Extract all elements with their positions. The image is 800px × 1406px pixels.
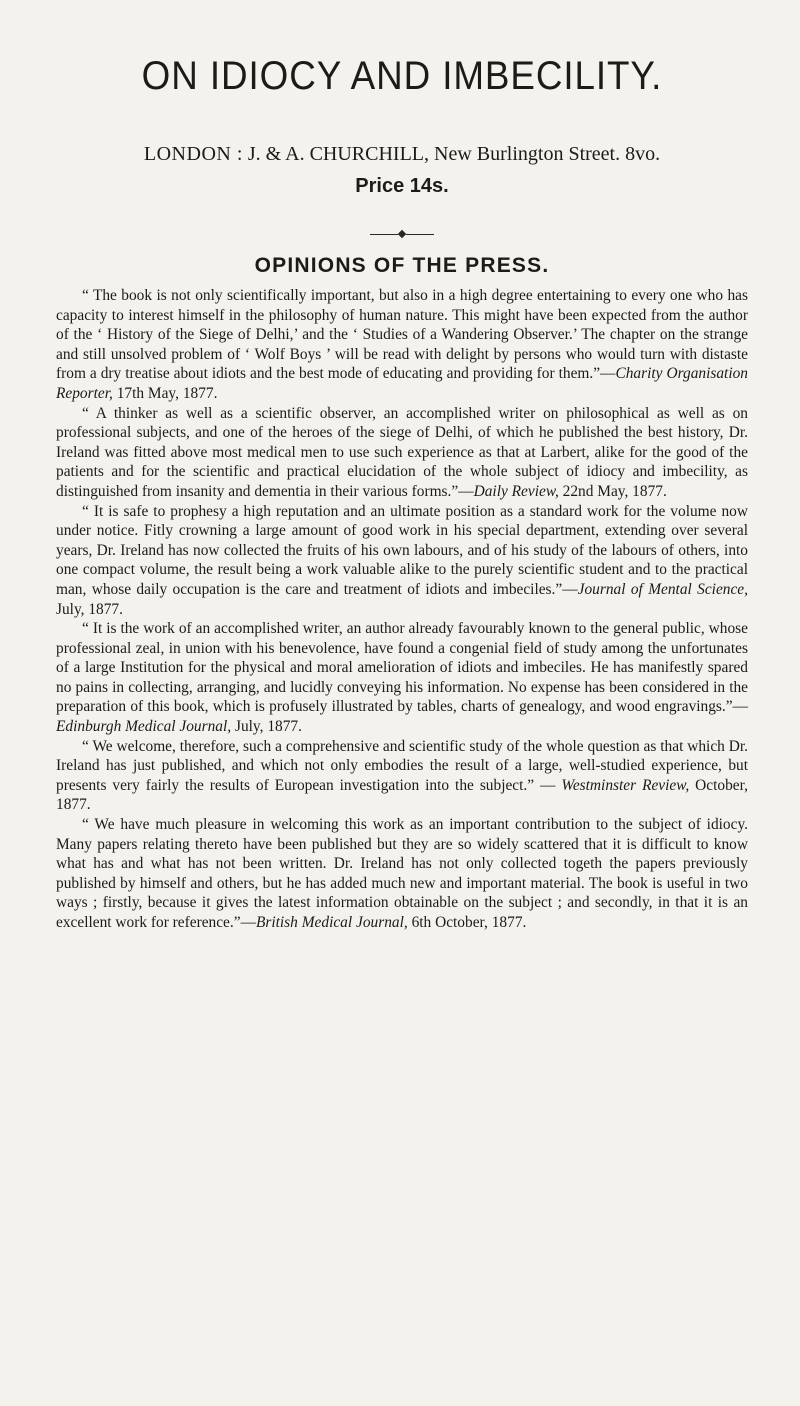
- press-review: [56, 404, 748, 502]
- book-price: Price 14s.: [355, 175, 449, 197]
- review-quote: “ We welcome, therefore, such a comprehensive and scientific study of the whole question as that which Dr. Ireland has just published, and which not only embodies the result of a large, well-studied experience, but presents very fairly the results of European investigation into the subject.” —: [56, 737, 748, 794]
- review-date: July, 1877.: [231, 718, 302, 736]
- imprint-format: 8vo.: [625, 143, 661, 165]
- press-review: [56, 737, 748, 815]
- review-source: Westminster Review,: [561, 776, 690, 794]
- review-source: Journal of Mental Science,: [577, 580, 748, 598]
- review-quote: “ We have much pleasure in welcoming this work as an important contribution to the subject of idiocy. Many papers relating thereto have been published but they are so widely scattered that it is difficult to know what has and what has not been written. Dr. Ireland has not only collected togeth the papers previously published by himself and others, but he has added much new and important material. The book is useful in two ways ; firstly, because it gives the latest information obtainable on the subject ; and secondly, in that it is an excellent work for reference.”—: [56, 816, 748, 931]
- review-date: 6th October, 1877.: [407, 914, 527, 931]
- review-quote: “ A thinker as well as a scientific observer, an accomplished writer on philosophical as well as on professional subjects, and one of the heroes of the siege of Delhi, of which he published the best history, Dr. Ireland was fitted above most medical men to use such experience as that at Larbert, alike for the good of the patients and for the scientific and practical elucidation of the whole subject of idiocy and imbecility, as distinguished from insanity and dementia in their various forms.”—: [56, 404, 748, 500]
- section-divider-ornament: [56, 228, 748, 240]
- review-source: Edinburgh Medical Journal,: [56, 718, 232, 736]
- review-date: 22nd May, 1877.: [558, 482, 667, 500]
- press-review: [56, 619, 748, 737]
- press-review: [56, 502, 748, 620]
- review-date: 17th May, 1877.: [112, 384, 218, 402]
- press-reviews-list: [56, 286, 748, 933]
- book-title: ON IDIOCY AND IMBECILITY.: [141, 54, 663, 98]
- diamond-ornament-icon: [398, 230, 406, 238]
- press-review: [56, 815, 748, 933]
- review-quote: “ It is the work of an accomplished writer, an author already favourably known to the general public, whose professional zeal, in union with his benevolence, have found a congenial field of study among the unfortunates of a large Institution for the physical and moral amelioration of idiots and imbeciles. He has manifestly spared no pains in collecting, arranging, and lucidly conveying his information. No expense has been considered in the preparation of this book, which is profusely illustrated by tables, charts of genealogy, and wood engravings.”—: [56, 620, 748, 716]
- imprint-publisher: J. & A. CHURCHILL, New Burlington Street.: [247, 143, 621, 165]
- publisher-imprint: [56, 142, 748, 166]
- review-source: Daily Review,: [473, 482, 559, 500]
- imprint-place: LONDON :: [143, 143, 243, 165]
- press-review: [56, 286, 748, 404]
- review-quote: “ It is safe to prophesy a high reputation and an ultimate position as a standard work for the volume now under notice. Fitly crowning a large amount of good work in his special department, extending over several years, Dr. Ireland has now collected the fruits of his own labours, and of his study of the labours of others, into one compact volume, the result being a work valuable alike to the purely scientific student and to the practical man, whose daily occupation is the care and treatment of idiots and imbeciles.”—: [56, 502, 748, 598]
- review-source: Charity Organisation Reporter,: [56, 365, 748, 402]
- review-date: October, 1877.: [56, 776, 748, 814]
- review-source: British Medical Journal,: [255, 914, 408, 931]
- review-date: July, 1877.: [56, 600, 123, 618]
- press-opinions-heading: OPINIONS OF THE PRESS.: [254, 254, 550, 277]
- review-quote: “ The book is not only scientifically important, but also in a high degree entertaining to every one who has capacity to interest himself in the philosophy of human nature. This might have been expected from the author of the ‘ History of the Siege of Delhi,’ and the ‘ Studies of a Wandering Observer.’ The chapter on the strange and still unsolved problem of ‘ Wolf Boys ’ will be read with delight by persons who would turn with distaste from a dry treatise about idiots and the best mode of educating and providing for them.”—: [56, 287, 748, 383]
